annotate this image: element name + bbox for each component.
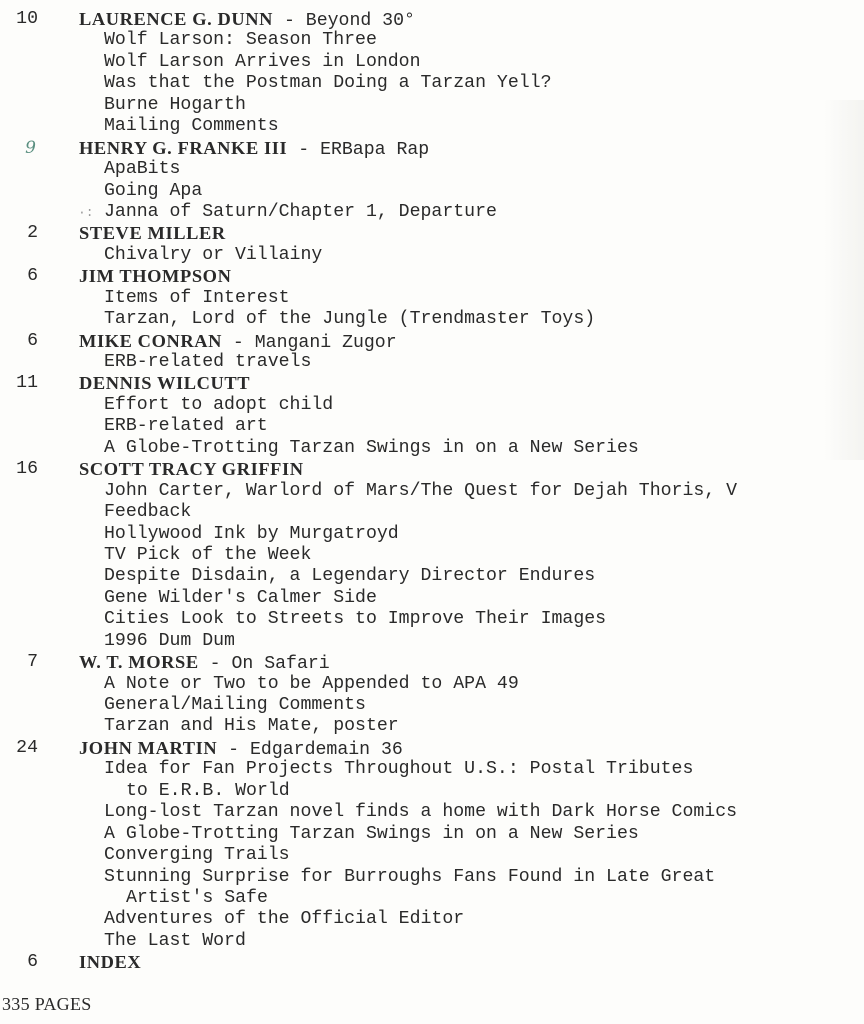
contents-item (0, 759, 864, 780)
contributor (79, 952, 141, 975)
zine-title: Mangani Zugor (254, 332, 397, 353)
item-title: A Globe-Trotting Tarzan Swings in on a New Series (104, 823, 639, 844)
separator: - (287, 139, 321, 160)
contributor (79, 373, 250, 396)
contributor-name: JIM THOMPSON (79, 266, 232, 287)
entry-header (0, 459, 864, 480)
item-title: Items of Interest (104, 287, 290, 308)
item-title: Wolf Larson Arrives in London (104, 51, 421, 72)
table-of-contents (0, 9, 864, 974)
item-title: Mailing Comments (104, 116, 279, 137)
contents-item (0, 416, 864, 437)
contributor (79, 9, 415, 32)
contents-item (0, 802, 864, 823)
item-title: Tarzan, Lord of the Jungle (Trendmaster Toys) (104, 309, 596, 330)
contributor (79, 266, 231, 289)
contents-item (0, 888, 864, 909)
contents-item (0, 524, 864, 545)
contents-item (0, 73, 864, 94)
contributor-name: DENNIS WILCUTT (79, 373, 251, 394)
separator: - (273, 11, 306, 31)
item-title: Wolf Larson: Season Three (104, 30, 377, 51)
item-title: Feedback (104, 502, 192, 523)
item-title: Idea for Fan Projects Throughout U.S.: Postal Tributes (104, 759, 694, 780)
item-title: Gene Wilder's Calmer Side (104, 587, 377, 608)
contents-item (0, 502, 864, 523)
contents-item (0, 588, 864, 609)
zine-title: ERBapa Rap (320, 139, 430, 160)
contents-item (0, 631, 864, 652)
page-count: 11 (16, 373, 38, 394)
item-title: Tarzan and His Mate, poster (104, 716, 399, 737)
contributor-name: HENRY G. FRANKE III (79, 137, 288, 158)
item-title: John Carter, Warlord of Mars/The Quest for Dejah Thoris, V (104, 480, 738, 501)
item-title: Adventures of the Official Editor (104, 909, 465, 930)
contents-item (0, 867, 864, 888)
page-count: 24 (16, 737, 38, 758)
contributor (79, 138, 429, 161)
total-pages: 335 PAGES (2, 994, 92, 1014)
contents-item (0, 30, 864, 51)
contents-item (0, 395, 864, 416)
page-count: 16 (16, 459, 38, 480)
page-count: 6 (27, 330, 38, 351)
ink-smudge: ·: (78, 205, 94, 220)
contents-item (0, 781, 864, 802)
item-title: Chivalry or Villainy (104, 244, 323, 265)
item-title: 1996 Dum Dum (104, 630, 235, 651)
page-count: 2 (27, 223, 38, 244)
separator: - (222, 332, 255, 353)
entry-header (0, 952, 864, 973)
contents-item (0, 674, 864, 695)
contributor-name: STEVE MILLER (79, 223, 226, 244)
contents-item (0, 609, 864, 630)
contents-item (0, 909, 864, 930)
contents-item (0, 824, 864, 845)
entry-header (0, 331, 864, 352)
item-title: TV Pick of the Week (104, 544, 312, 565)
contents-item (0, 309, 864, 330)
contents-item (0, 481, 864, 502)
item-title: General/Mailing Comments (104, 695, 366, 715)
contents-item (0, 181, 864, 202)
entry-header (0, 266, 864, 287)
contributor (79, 459, 304, 482)
item-title: Janna of Saturn/Chapter 1, Departure (104, 201, 497, 222)
contents-item (0, 566, 864, 587)
item-title: Hollywood Ink by Murgatroyd (104, 523, 399, 544)
contents-item (0, 845, 864, 866)
contents-item (0, 545, 864, 566)
contents-item (0, 95, 864, 116)
item-title: Was that the Postman Doing a Tarzan Yell? (104, 73, 552, 94)
entry-header (0, 738, 864, 759)
contents-item (0, 716, 864, 737)
entry-header (0, 223, 864, 244)
contributor (79, 652, 330, 675)
item-title: The Last Word (104, 930, 246, 951)
contents-item (0, 288, 864, 309)
contributor-name: LAURENCE G. DUNN (79, 9, 274, 29)
item-title: Converging Trails (104, 845, 290, 866)
item-title: A Globe-Trotting Tarzan Swings in on a New Series (104, 437, 639, 458)
contributor (79, 331, 397, 354)
item-title: Cities Look to Streets to Improve Their Images (104, 609, 607, 630)
contents-item (0, 159, 864, 180)
contents-item (0, 352, 864, 373)
zine-title: Beyond 30° (305, 11, 415, 31)
contributor (79, 223, 226, 246)
entry-header (0, 373, 864, 394)
contributor-name: SCOTT TRACY GRIFFIN (79, 459, 304, 480)
contents-item (0, 116, 864, 137)
separator: - (217, 739, 251, 760)
contents-item (0, 438, 864, 459)
contributor-name: JOHN MARTIN (79, 737, 218, 758)
page-count: 7 (27, 652, 38, 673)
page-count: 9 (25, 137, 36, 158)
item-title: Effort to adopt child (104, 394, 334, 415)
contents-item (0, 695, 864, 716)
item-title: ERB-related travels (104, 352, 312, 372)
contributor-name: INDEX (79, 952, 142, 973)
contents-item (0, 931, 864, 952)
contents-item (0, 52, 864, 73)
separator: - (198, 654, 232, 675)
item-title: Going Apa (104, 180, 203, 201)
item-title: Burne Hogarth (104, 94, 246, 115)
page-count: 6 (27, 952, 38, 973)
item-title: Artist's Safe (126, 887, 268, 908)
item-title: Despite Disdain, a Legendary Director Endures (104, 566, 596, 587)
item-title: Long-lost Tarzan novel finds a home with Dark Horse Comics (104, 802, 738, 823)
item-title: to E.R.B. World (126, 780, 290, 801)
zine-title: Edgardemain 36 (250, 739, 403, 760)
contributor-name: W. T. MORSE (79, 652, 199, 673)
item-title: A Note or Two to be Appended to APA 49 (104, 673, 519, 694)
contents-item (0, 202, 864, 223)
item-title: ApaBits (104, 159, 181, 180)
item-title: ERB-related art (104, 416, 268, 437)
contents-item (0, 245, 864, 266)
entry-header (0, 138, 864, 159)
contributor (79, 738, 403, 761)
page-count: 6 (27, 266, 38, 287)
contributor-name: MIKE CONRAN (79, 330, 222, 351)
entry-header (0, 9, 864, 30)
page-count: 10 (16, 9, 38, 29)
zine-title: On Safari (231, 654, 330, 675)
item-title: Stunning Surprise for Burroughs Fans Found in Late Great (104, 866, 716, 887)
entry-header (0, 652, 864, 673)
